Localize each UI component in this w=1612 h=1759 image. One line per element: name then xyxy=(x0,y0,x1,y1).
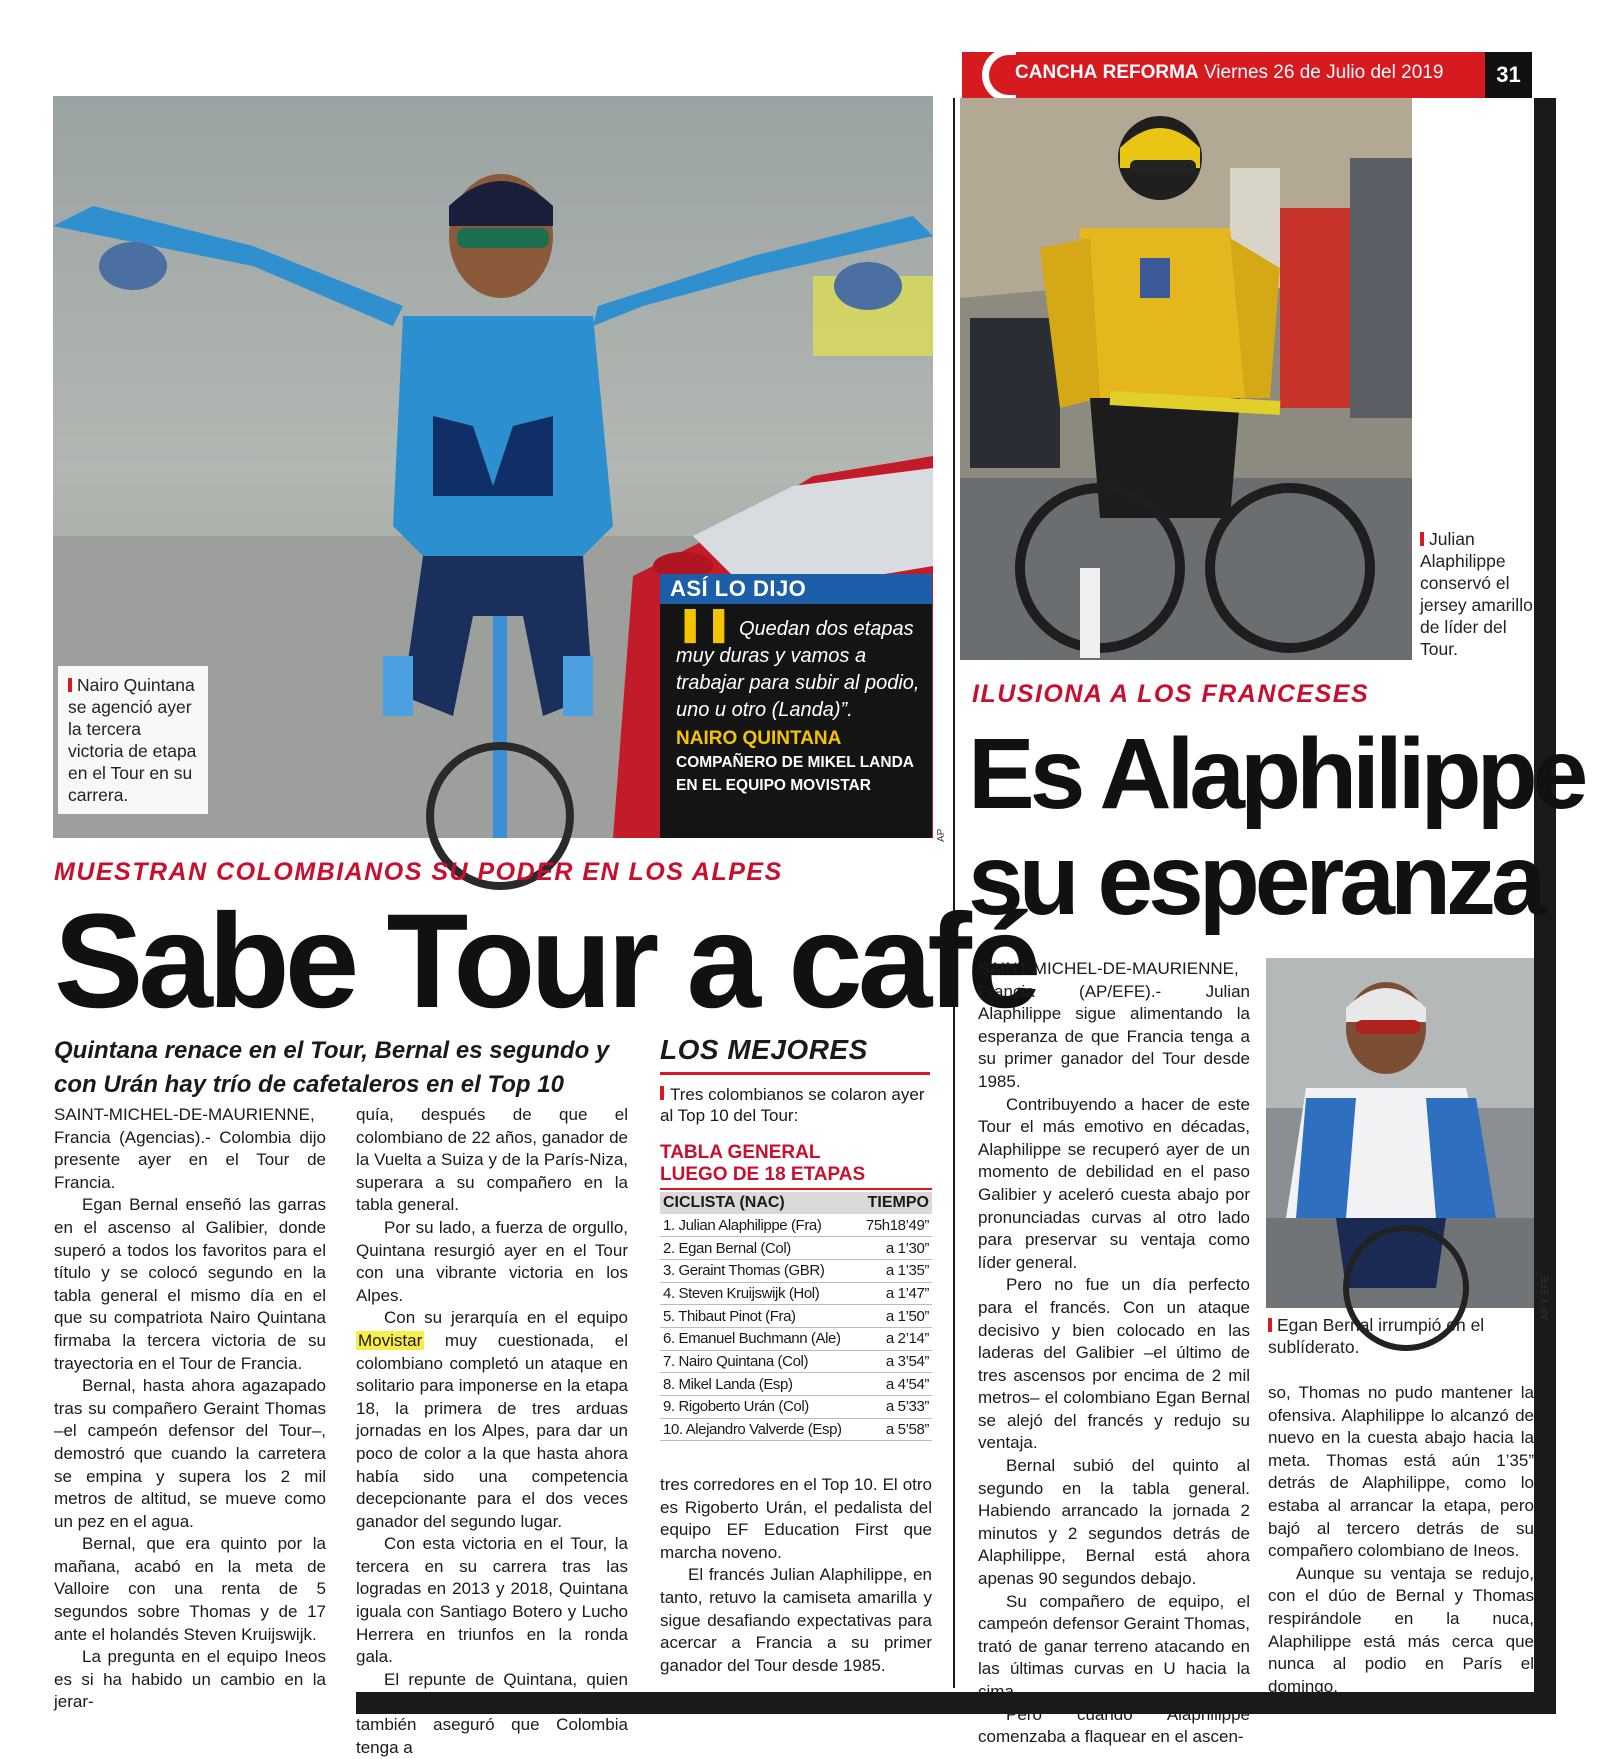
table-title xyxy=(660,1142,865,1186)
table-row xyxy=(660,1373,932,1396)
paragraph: El francés Julian Alaphilippe, en tanto, retuvo la camiseta amarilla y sigue desafiando expectativas para acercar a Francia a su primer ganador del Tour desde 1985. xyxy=(660,1565,932,1675)
caption-alaphilippe-text: Julian Alaphilippe conservó el jersey amarillo de líder del Tour. xyxy=(1420,529,1533,659)
paragraph: Pero no fue un día perfecto para el francés. Con un ataque decisivo y bien colocado en las laderas del Galibier –el último de tres ascensos por encima de 2 mil metros– el colombiano Egan Bernal se alejó del francés y redujo su ventaja. xyxy=(978,1275,1250,1453)
paragraph: so, Thomas no pudo mantener la ofensiva. Alaphilippe lo alcanzó de nuevo en la cuesta abajo hacia la meta. Thomas está aún 1’35” detrás de Alaphilippe, como lo estaba al arrancar la etapa, pero bajó al tercero detrás de su compañero colombiano de Ineos. xyxy=(1268,1383,1534,1561)
quote-name: NAIRO QUINTANA xyxy=(676,728,842,749)
paragraph: tres corredores en el Top 10. El otro es Rigoberto Urán, el pedalista del equipo EF Education First que marcha noveno. xyxy=(660,1475,932,1562)
table-title-line2: LUEGO DE 18 ETAPAS xyxy=(660,1164,866,1185)
caption-marker xyxy=(1420,532,1424,546)
table-title-line1: TABLA GENERAL xyxy=(660,1142,821,1163)
time-cell: a 2’14” xyxy=(858,1327,932,1350)
masthead-paper: REFORMA xyxy=(1102,62,1199,83)
rider-cell: 3. Geraint Thomas (GBR) xyxy=(660,1259,858,1282)
story-right-col2 xyxy=(1268,1382,1534,1698)
paragraph: Bernal subió del quinto al segundo en la tabla general. Habiendo arrancado la jornada 2 minutos y 2 segundos detrás de Alaphilippe, Bernal está ahora apenas 90 segundos debajo. xyxy=(978,1456,1250,1589)
kicker-left: MUESTRAN COLOMBIANOS SU PODER EN LOS ALPES xyxy=(54,858,783,886)
rider-cell: 2. Egan Bernal (Col) xyxy=(660,1237,858,1260)
table-row xyxy=(660,1327,932,1350)
caption-bernal xyxy=(1268,1314,1534,1358)
los-mejores-title: LOS MEJORES xyxy=(660,1034,868,1065)
headline-right-line2: su esperanza xyxy=(968,824,1542,936)
standings-table xyxy=(660,1192,932,1441)
headline-right-line1: Es Alaphilippe xyxy=(968,718,1584,830)
rider-cell: 7. Nairo Quintana (Col) xyxy=(660,1350,858,1373)
rider-cell: 5. Thibaut Pinot (Fra) xyxy=(660,1305,858,1328)
kicker-right: ILUSIONA A LOS FRANCESES xyxy=(972,680,1370,708)
story-left-col2 xyxy=(356,1104,628,1759)
table-row xyxy=(660,1305,932,1328)
paragraph: La pregunta en el equipo Ineos es si ha habido un cambio en la jerar- xyxy=(54,1647,326,1712)
story-right-col1 xyxy=(978,958,1250,1749)
table-row xyxy=(660,1282,932,1305)
paragraph: Con esta victoria en el Tour, la tercera en su carrera tras las logradas en 2013 y 2018, Quintana iguala con Santiago Botero y Lucho Herrera en triunfos en la ronda gala. xyxy=(356,1534,628,1667)
table-title-rule xyxy=(660,1188,932,1190)
quote-box xyxy=(660,604,932,838)
intro-marker xyxy=(660,1086,664,1100)
paragraph: Su compañero de equipo, el campeón defensor Geraint Thomas, trató de ganar terreno atacando en las últimas curvas en U hacia la cima. xyxy=(978,1591,1250,1701)
col-header-time: TIEMPO xyxy=(858,1192,932,1214)
quote-text-content: Quedan dos etapas muy duras y vamos a trabajar para subir al podio, uno u otro (Landa)”. xyxy=(676,618,920,721)
paragraph: Bernal, que era quinto por la mañana, acabó en la meta de Valloire con una renta de 5 segundos sobre Thomas y de 17 ante el holandés Steven Kruijswijk. xyxy=(54,1534,326,1644)
los-mejores-intro xyxy=(660,1084,932,1126)
time-cell: a 1’30” xyxy=(858,1237,932,1260)
headline-left: Sabe Tour a café xyxy=(54,887,1037,1036)
caption-alaphilippe xyxy=(1420,528,1534,660)
paragraph: SAINT-MICHEL-DE-MAURIENNE, Francia (Agencias).- Colombia dijo presente ayer en el Tour de Francia. xyxy=(54,1105,326,1192)
alaphilippe-image-icon xyxy=(960,98,1412,660)
paragraph: Pero cuando Alaphilippe comenzaba a flaquear en el ascen- xyxy=(978,1704,1250,1747)
story-left-col3 xyxy=(660,1474,932,1677)
rider-cell: 6. Emanuel Buchmann (Ale) xyxy=(660,1327,858,1350)
caption-quintana-text: Nairo Quintana se agenció ayer la tercera victoria de etapa en el Tour en su carrera. xyxy=(68,675,197,805)
subhead-left: Quintana renace en el Tour, Bernal es segundo y con Urán hay trío de cafetaleros en el Top 10 xyxy=(54,1037,610,1098)
highlight-movistar: Movistar xyxy=(358,1330,423,1350)
time-cell: a 5’33” xyxy=(858,1396,932,1419)
quote-header: ASÍ LO DIJO xyxy=(660,574,932,604)
rider-cell: 8. Mikel Landa (Esp) xyxy=(660,1373,858,1396)
story-left-col1 xyxy=(54,1104,326,1714)
col-header-rider: CICLISTA (NAC) xyxy=(660,1192,858,1214)
caption-marker xyxy=(68,678,72,692)
intro-text: Tres colombianos se colaron ayer al Top 10 del Tour: xyxy=(660,1085,925,1125)
masthead-brand: CANCHA xyxy=(1015,62,1098,83)
bernal-image-icon xyxy=(1266,958,1534,1308)
paragraph: Contribuyendo a hacer de este Tour el más emotivo en décadas, Alaphilippe se recuperó ayer de un momento de debilidad en el paso Galibier y aceleró cuesta abajo por pronunciadas curvas al otro lado para preservar su ventaja como líder general. xyxy=(978,1094,1250,1272)
caption-marker xyxy=(1268,1318,1272,1332)
table-row xyxy=(660,1350,932,1373)
masthead-text xyxy=(1015,62,1443,84)
time-cell: a 1’35” xyxy=(858,1259,932,1282)
time-cell: a 4’54” xyxy=(858,1373,932,1396)
masthead-date: Viernes 26 de Julio del 2019 xyxy=(1203,62,1444,83)
page-number: 31 xyxy=(1485,52,1532,98)
paragraph xyxy=(356,1307,628,1533)
table-row xyxy=(660,1237,932,1260)
los-mejores-rule xyxy=(660,1072,930,1075)
table-row xyxy=(660,1214,932,1237)
paragraph: Por su lado, a fuerza de orgullo, Quintana resurgió ayer en el Tour con una vibrante victoria en los Alpes. xyxy=(356,1217,628,1305)
table-row xyxy=(660,1259,932,1282)
paragraph: SAINT-MICHEL-DE-MAURIENNE, Francia (AP/EFE).- Julian Alaphilippe sigue alimentando la esperanza de que Francia tenga a su primer ganador del Tour desde 1985. xyxy=(978,959,1250,1091)
rider-cell: 1. Julian Alaphilippe (Fra) xyxy=(660,1214,858,1237)
table-row xyxy=(660,1396,932,1419)
time-cell: 75h18’49” xyxy=(858,1214,932,1237)
rider-cell: 4. Steven Kruijswijk (Hol) xyxy=(660,1282,858,1305)
quote-text xyxy=(676,604,922,724)
photo-bernal xyxy=(1266,958,1534,1308)
time-cell: a 1’47” xyxy=(858,1282,932,1305)
text-span: Con su jerarquía en el equipo xyxy=(384,1308,628,1328)
quote-mark-icon: ❚❚ xyxy=(676,604,733,644)
paragraph: El repunte de Quintana, quien se puso séptimo en la general, también aseguró que Colombia tenga a xyxy=(356,1669,628,1757)
table-header-row xyxy=(660,1192,932,1214)
time-cell: a 1’50” xyxy=(858,1305,932,1328)
table-row xyxy=(660,1418,932,1441)
quote-role: COMPAÑERO DE MIKEL LANDA EN EL EQUIPO MOVISTAR xyxy=(676,754,914,794)
photo-credit-quintana: AP xyxy=(936,828,947,842)
paragraph: quía, después de que el colombiano de 22 años, ganador de la Vuelta a Suiza y de la París-Niza, superara a su compañero en la tabla general. xyxy=(356,1105,628,1215)
photo-alaphilippe xyxy=(960,98,1412,660)
paragraph: Bernal, hasta ahora agazapado tras su compañero Geraint Thomas –el campeón defensor del Tour–, demostró que cuando la carretera se empina y supera los 2 mil metros de altitud, se mueve como un pez en el agua. xyxy=(54,1376,326,1531)
text-span: muy cuestionada, el colombiano completó un ataque en solitario para imponerse en la etapa 18, la primera de tres arduas jornadas en los Alpes, para dar un poco de color a la que hasta ahora había sido una competencia decepcionante para el dos veces ganador del segundo lugar. xyxy=(356,1330,628,1531)
paragraph: Egan Bernal enseñó las garras en el ascenso al Galibier, donde superó a todos los favoritos para el título y se colocó segundo en la tabla general el mismo día en el que su compatriota Nairo Quintana firmaba la tercera victoria de su trayectoria en el Tour de Francia. xyxy=(54,1195,326,1373)
rider-cell: 10. Alejandro Valverde (Esp) xyxy=(660,1418,858,1441)
caption-bernal-text: Egan Bernal irrumpió en el sublíderato. xyxy=(1268,1315,1485,1357)
time-cell: a 3’54” xyxy=(858,1350,932,1373)
paragraph: Aunque su ventaja se redujo, con el dúo de Bernal y Thomas respirándole en la nuca, Alaphilippe está más cerca que nunca al podio en París el domingo. xyxy=(1268,1563,1534,1696)
time-cell: a 5’58” xyxy=(858,1418,932,1441)
caption-quintana xyxy=(58,666,208,814)
photo-credit-bernal: AP Y EFE xyxy=(1540,1275,1551,1320)
rider-cell: 9. Rigoberto Urán (Col) xyxy=(660,1396,858,1419)
